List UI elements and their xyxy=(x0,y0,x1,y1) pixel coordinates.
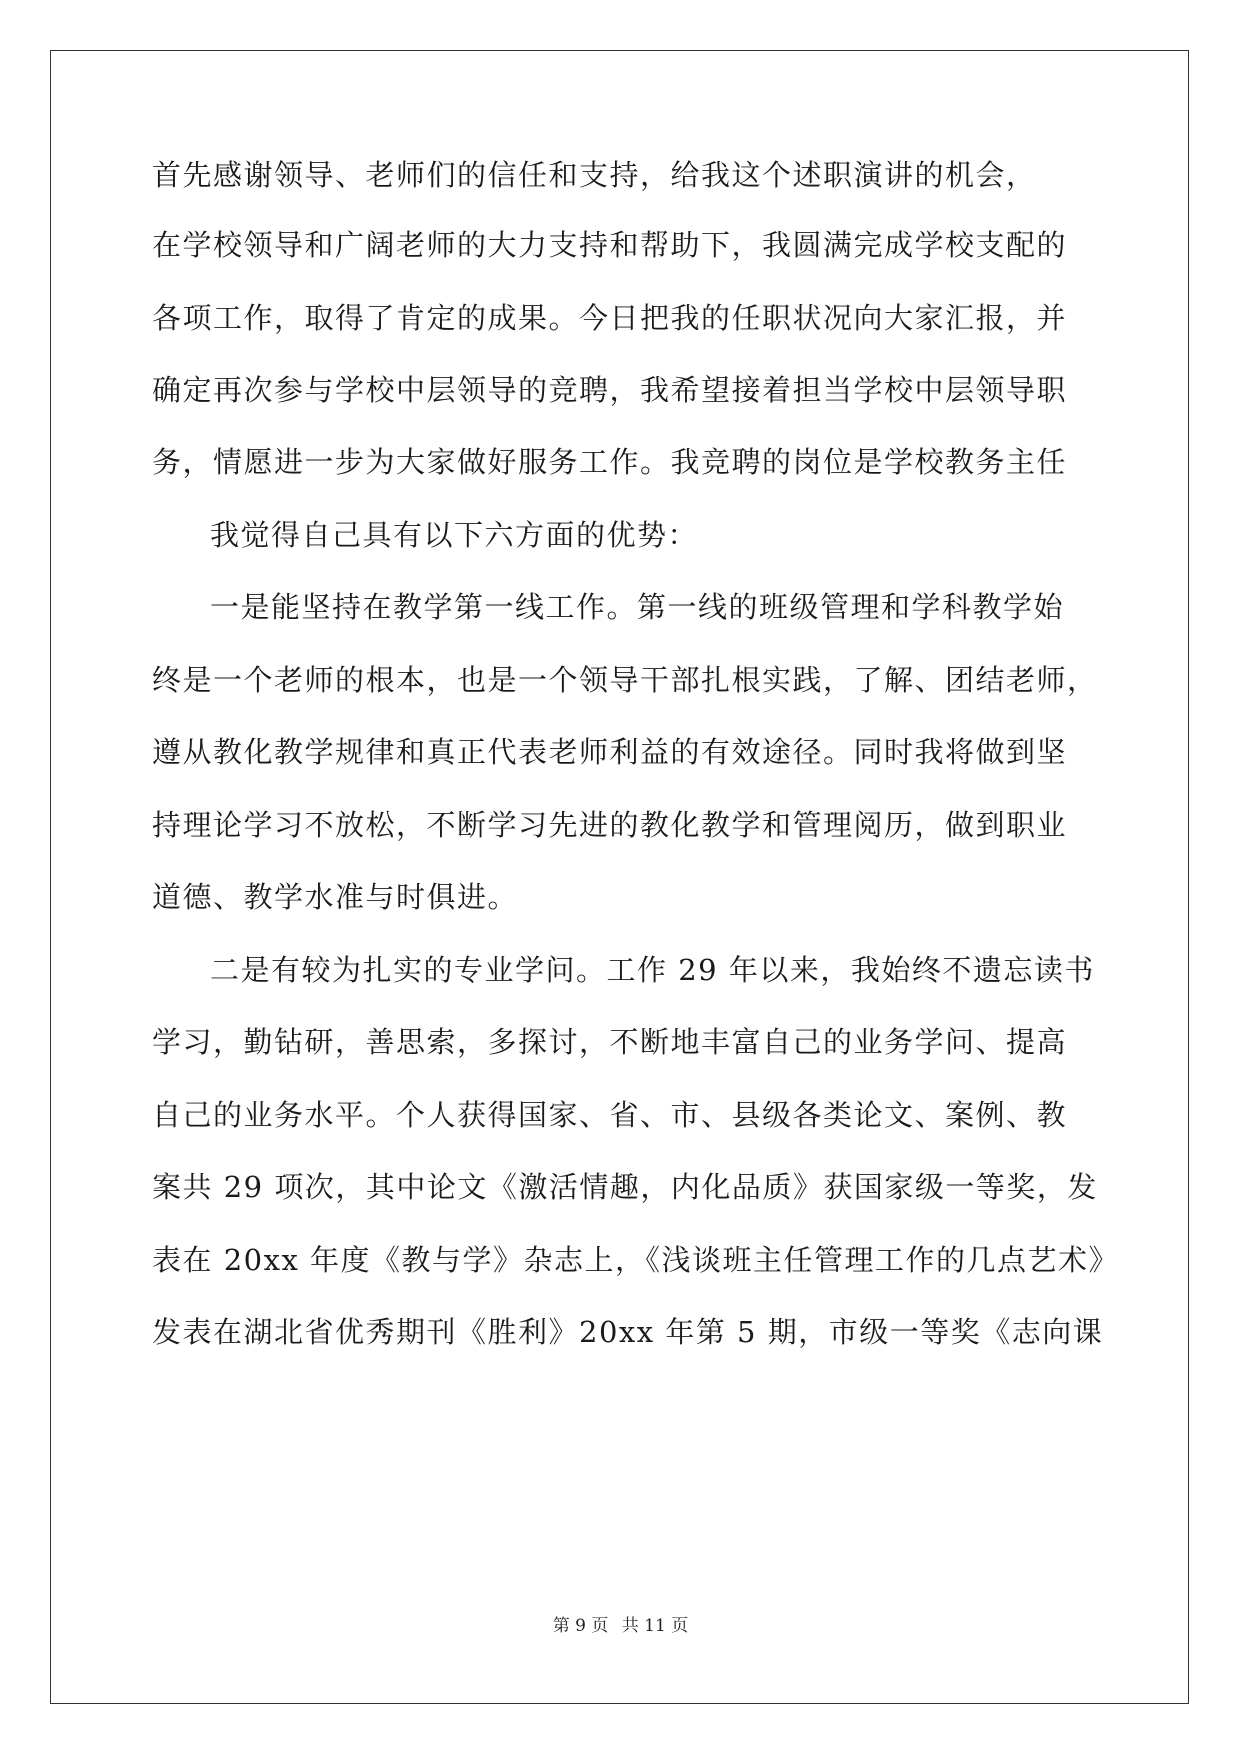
paragraph-line: 案共 29 项次，其中论文《激活情趣，内化品质》获国家级一等奖，发 xyxy=(152,1170,1098,1204)
page-total: 共 11 页 xyxy=(621,1616,689,1636)
paragraph-line: 确定再次参与学校中层领导的竞聘，我希望接着担当学校中层领导职 xyxy=(152,373,1068,407)
paragraph-line: 学习，勤钻研，善思索，多探讨，不断地丰富自己的业务学问、提高 xyxy=(152,1025,1068,1059)
paragraph-line: 我觉得自己具有以下六方面的优势： xyxy=(210,518,699,552)
paragraph-line: 首先感谢领导、老师们的信任和支持，给我这个述职演讲的机会， xyxy=(152,158,1037,192)
paragraph-line: 发表在湖北省优秀期刊《胜利》20xx 年第 5 期，市级一等奖《志向课 xyxy=(152,1315,1104,1349)
paragraph-line: 终是一个老师的根本，也是一个领导干部扎根实践，了解、团结老师， xyxy=(152,663,1098,697)
paragraph-line: 持理论学习不放松，不断学习先进的教化教学和管理阅历，做到职业 xyxy=(152,808,1068,842)
paragraph-line: 一是能坚持在教学第一线工作。第一线的班级管理和学科教学始 xyxy=(210,590,1065,624)
paragraph-line: 在学校领导和广阔老师的大力支持和帮助下，我圆满完成学校支配的 xyxy=(152,228,1068,262)
paragraph-line: 务，情愿进一步为大家做好服务工作。我竞聘的岗位是学校教务主任 xyxy=(152,445,1068,479)
paragraph-line: 各项工作，取得了肯定的成果。今日把我的任职状况向大家汇报，并 xyxy=(152,301,1068,335)
paragraph-line: 二是有较为扎实的专业学问。工作 29 年以来，我始终不遗忘读书 xyxy=(210,953,1095,987)
page-footer xyxy=(0,1611,1241,1636)
paragraph-line: 表在 20xx 年度《教与学》杂志上，《浅谈班主任管理工作的几点艺术》 xyxy=(152,1243,1120,1277)
page-number: 第 9 页 xyxy=(552,1616,609,1636)
paragraph-line: 自己的业务水平。个人获得国家、省、市、县级各类论文、案例、教 xyxy=(152,1098,1068,1132)
paragraph-line: 道德、教学水准与时俱进。 xyxy=(152,880,519,914)
paragraph-line: 遵从教化教学规律和真正代表老师利益的有效途径。同时我将做到坚 xyxy=(152,735,1068,769)
